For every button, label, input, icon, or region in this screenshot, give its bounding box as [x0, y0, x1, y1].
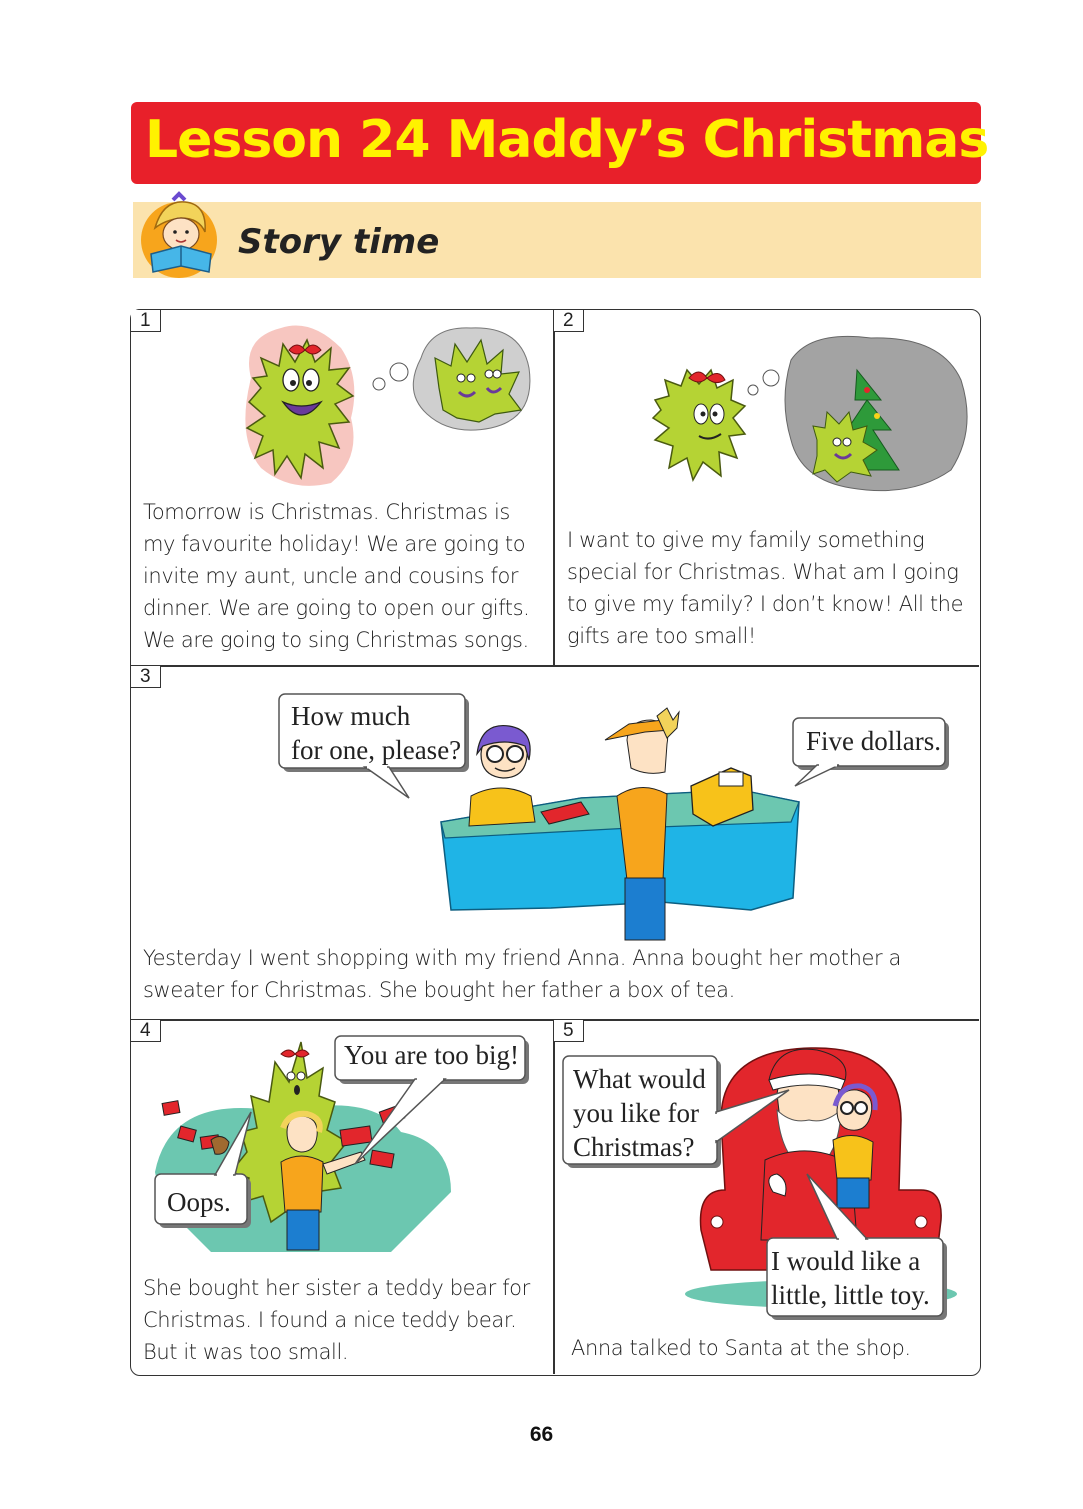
lesson-title-bar — [131, 102, 989, 184]
bubble-text-what-would — [573, 1062, 706, 1164]
panel-1-caption — [143, 496, 529, 656]
bubble-line: What would — [573, 1064, 706, 1094]
bubble-text-little-toy — [771, 1244, 930, 1312]
bubble-text-five-dollars: Five dollars. — [806, 726, 941, 756]
caption-line: invite my aunt, uncle and cousins for — [143, 564, 519, 588]
panel-2-number: 2 — [554, 310, 584, 332]
bubble-line: Christmas? — [573, 1132, 695, 1162]
bubble-line: little, little toy. — [771, 1280, 930, 1310]
caption-line: Anna talked to Santa at the shop. — [571, 1336, 911, 1360]
section-title: Story time — [238, 222, 440, 262]
caption-line: special for Christmas. What am I going — [567, 560, 959, 584]
caption-line: I want to give my family something — [567, 528, 925, 552]
panel-1-illustration — [231, 318, 541, 488]
lesson-title: Lesson 24 Maddy’s Christmas — [145, 110, 989, 170]
page-number: 66 — [529, 1423, 554, 1446]
panel-4-caption — [143, 1272, 530, 1368]
bubble-line: you like for — [573, 1098, 699, 1128]
reading-girl-icon — [133, 188, 225, 280]
bubble-line: for one, please? — [291, 735, 462, 765]
caption-line: Yesterday I went shopping with my friend Anna. Anna bought her mother a — [143, 946, 901, 970]
caption-line: to give my family? I don’t know! All the — [567, 592, 964, 616]
caption-line: dinner. We are going to open our gifts. — [143, 596, 530, 620]
caption-line: my favourite holiday! We are going to — [143, 532, 526, 556]
caption-line: gifts are too small! — [567, 624, 756, 648]
panel-1-number: 1 — [131, 310, 161, 332]
panel-4-number: 4 — [131, 1020, 161, 1042]
bubble-text-too-big: You are too big! — [344, 1040, 519, 1070]
panel-5-number: 5 — [554, 1020, 584, 1042]
bubble-text-how-much — [291, 699, 461, 767]
caption-line: Christmas. I found a nice teddy bear. — [143, 1308, 517, 1332]
caption-line: Tomorrow is Christmas. Christmas is — [143, 500, 510, 524]
panel-2-illustration — [641, 330, 977, 500]
bubble-line: How much — [291, 701, 411, 731]
panel-2-caption — [567, 524, 963, 652]
caption-line: We are going to sing Christmas songs. — [143, 628, 529, 652]
panel-3-number: 3 — [131, 666, 161, 688]
story-comic-frame — [130, 309, 981, 1376]
caption-line: But it was too small. — [143, 1340, 349, 1364]
caption-line: She bought her sister a teddy bear for — [143, 1276, 530, 1300]
bubble-line: I would like a — [771, 1246, 921, 1276]
panel-3-illustration — [431, 710, 811, 942]
caption-line: sweater for Christmas. She bought her father a box of tea. — [143, 978, 735, 1002]
panel-5-caption — [571, 1332, 911, 1364]
bubble-text-oops: Oops. — [167, 1187, 231, 1217]
panel-3-caption — [143, 942, 901, 1006]
